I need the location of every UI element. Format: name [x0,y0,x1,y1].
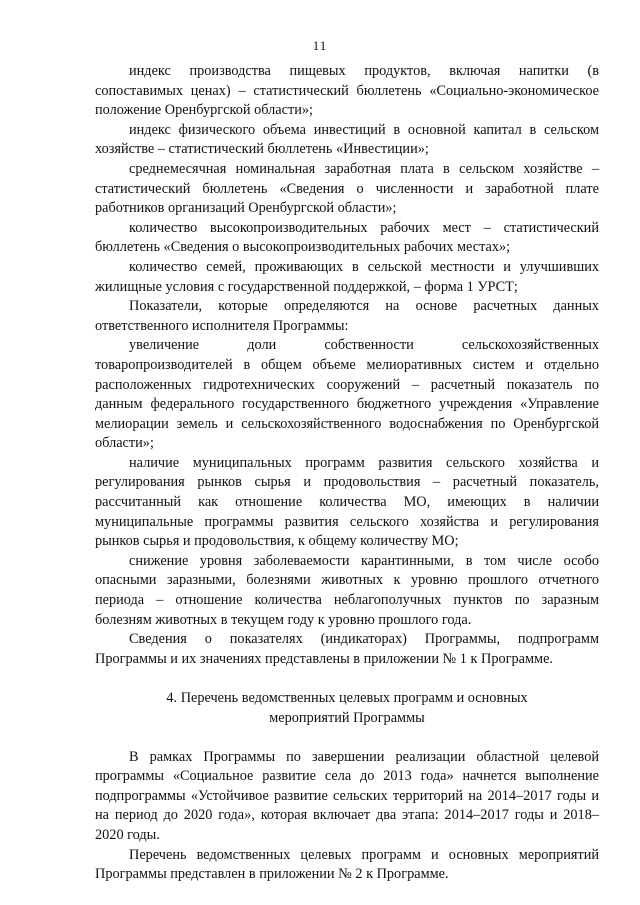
paragraph: Сведения о показателях (индикаторах) Программы, подпрограмм Программы и их значениях представлены в приложении № 1 к Программе. [95,631,599,667]
paragraph: Перечень ведомственных целевых программ и основных мероприятий Программы представлен в приложении № 2 к Программе. [95,846,599,883]
section-heading: 4. Перечень ведомственных целевых программ и основных мероприятий Программы [166,690,528,726]
document-body [95,62,599,885]
paragraph: индекс производства пищевых продуктов, включая напитки (в сопоставимых ценах) – статистический бюллетень «Социально-экономическое положение Оренбургской области»; [95,63,599,119]
paragraph: индекс физического объема инвестиций в основной капитал в сельском хозяйстве – статистический бюллетень «Инвестиции»; [95,121,599,158]
paragraph: увеличение доли собственности сельскохозяйственных товаропроизводителей в общем объеме мелиоративных систем и отдельно расположенных гидротехнических сооружений – расчетный показатель по данным федерального государственного бюджетного учреждения «Управление мелиорации земель и сельскохозяйственного водоснабжения по Оренбургской области»; [95,337,599,452]
paragraph: среднемесячная номинальная заработная плата в сельском хозяйстве – статистический бюллетень «Сведения о численности и заработной плате работников организаций Оренбургской области»; [95,160,599,217]
paragraph: наличие муниципальных программ развития сельского хозяйства и регулирования рынков сырья и продовольствия – расчетный показатель, рассчитанный как отношение количества МО, имеющих в наличии муниципальные программы развития сельского хозяйства и регулирования рынков сырья и продовольствия, к общему количеству МО; [95,454,599,550]
paragraph: Показатели, которые определяются на основе расчетных данных ответственного исполнителя Программы: [95,298,599,334]
paragraph: количество семей, проживающих в сельской местности и улучшивших жилищные условия с государственной поддержкой, – форма 1 УРСТ; [95,258,599,295]
paragraph: количество высокопроизводительных рабочих мест – статистический бюллетень «Сведения о высокопроизводительных рабочих местах»; [95,219,599,256]
paragraph: В рамках Программы по завершении реализации областной целевой программы «Социальное развитие села до 2013 года» начнется выполнение подпрограммы «Устойчивое развитие сельских территорий на 2014–2017 годы и на период до 2020 года», которая включает два этапа: 2014–2017 годы и 2018–2020 годы. [95,748,599,843]
paragraph: снижение уровня заболеваемости карантинными, в том числе особо опасными заразными, болезнями животных к уровню прошлого отчетного периода – отношение количества неблагополучных пунктов по заразным болезням животных в текущем году к уровню прошлого года. [95,552,599,628]
page-number: 11 [312,38,328,53]
